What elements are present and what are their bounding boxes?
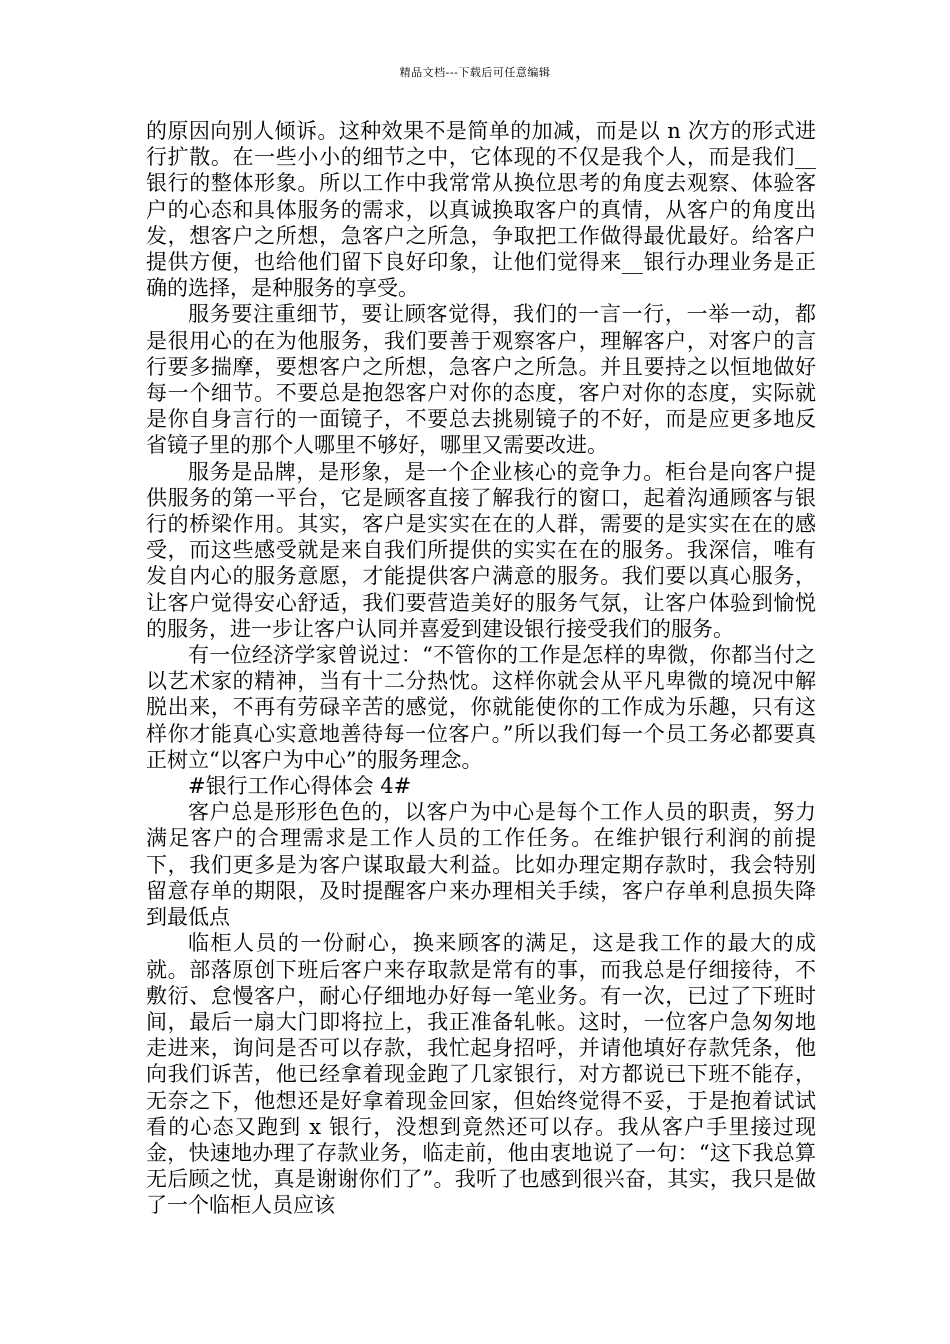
section-heading: #银行工作心得体会 4# bbox=[188, 774, 412, 799]
paragraph: 服务要注重细节，要让顾客觉得，我们的一言一行，一举一动，都是很用心的在为他服务，我们要善于观察客户，理解客户，对客户的言行要多揣摩，要想客户之所想，急客户之所急。并且要持之以恒地做好每一个细节。不要总是抱怨客户对你的态度，客户对你的态度，实际就是你自身言行的一面镜子，不要总去挑剔镜子的不好，而是应更多地反省镜子里的那个人哪里不够好，哪里又需要改进。 bbox=[146, 302, 816, 458]
paragraph: 的原因向别人倾诉。这种效果不是简单的加减，而是以 n 次方的形式进行扩散。在一些小小的细节之中，它体现的不仅是我个人，而是我们__银行的整体形象。所以工作中我常常从换位思考的角度去观察、体验客户的心态和具体服务的需求，以真诚换取客户的真情，从客户的角度出发，想客户之所想，急客户之所急，争取把工作做得最优最好。给客户提供方便，也给他们留下良好印象，让他们觉得来__银行办理业务是正确的选择，是种服务的享受。 bbox=[146, 119, 816, 301]
document-body bbox=[146, 118, 816, 1219]
paragraph: 有一位经济学家曾说过：“不管你的工作是怎样的卑微，你都当付之以艺术家的精神，当有十二分热忱。这样你就会从平凡卑微的境况中解脱出来，不再有劳碌辛苦的感觉，你就能使你的工作成为乐趣，只有这样你才能真心实意地善待每一位客户。”所以我们每一个员工务必都要真正树立“以客户为中心”的服务理念。 bbox=[146, 643, 816, 772]
paragraph: 客户总是形形色色的，以客户为中心是每个工作人员的职责，努力满足客户的合理需求是工作人员的工作任务。在维护银行利润的前提下，我们更多是为客户谋取最大利益。比如办理定期存款时，我会特别留意存单的期限，及时提醒客户来办理相关手续，客户存单利息损失降到最低点 bbox=[146, 800, 816, 930]
paragraph: 服务是品牌，是形象，是一个企业核心的竞争力。柜台是向客户提供服务的第一平台，它是顾客直接了解我行的窗口，起着沟通顾客与银行的桥梁作用。其实，客户是实实在在的人群，需要的是实实在在的感受，而这些感受就是来自我们所提供的实实在在的服务。我深信，唯有发自内心的服务意愿，才能提供客户满意的服务。我们要以真心服务，让客户觉得安心舒适，我们要营造美好的服务气氛，让客户体验到愉悦的服务，进一步让客户认同并喜爱到建设银行接受我们的服务。 bbox=[146, 459, 816, 641]
paragraph: 临柜人员的一份耐心，换来顾客的满足，这是我工作的最大的成就。部落原创下班后客户来存取款是常有的事，而我总是仔细接待，不敷衍、怠慢客户，耐心仔细地办好每一笔业务。有一次，已过了下班时间，最后一扇大门即将拉上，我正准备轧帐。这时，一位客户急匆匆地走进来，询问是否可以存款，我忙起身招呼，并请他填好存款凭条，他向我们诉苦，他已经拿着现金跑了几家银行，对方都说已下班不能存，无奈之下，他想还是好拿着现金回家，但始终觉得不妥，于是抱着试试看的心态又跑到 x 银行，没想到竟然还可以存。我从客户手里接过现金，快速地办理了存款业务，临走前，他由衷地说了一句：“这下我总算无后顾之忧，真是谢谢你们了”。我听了也感到很兴奋，其实，我只是做了一个临柜人员应该 bbox=[146, 931, 816, 1218]
page-header: 精品文档---下载后可任意编辑 bbox=[399, 66, 551, 79]
